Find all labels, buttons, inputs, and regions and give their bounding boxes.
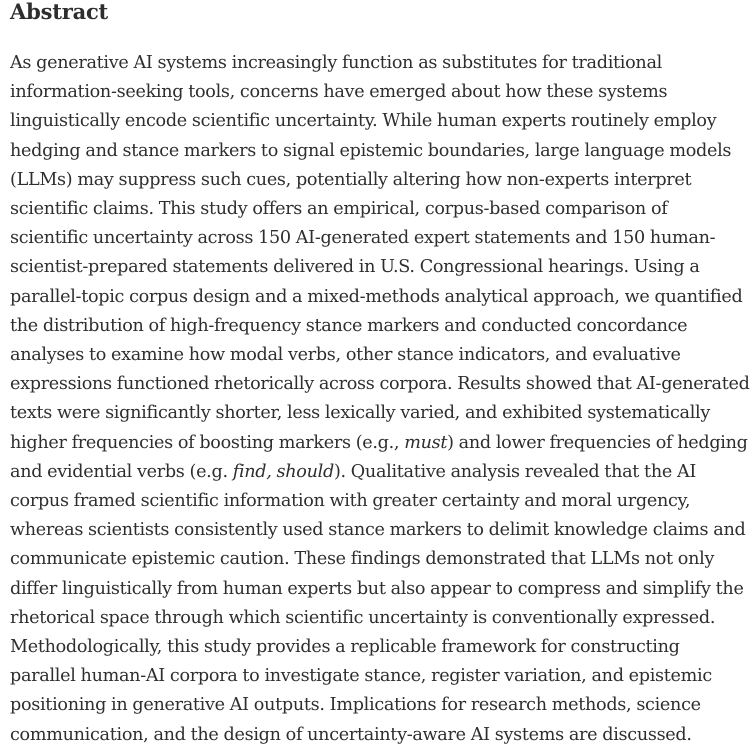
abstract-body <box>10 49 750 750</box>
abstract-text-part: ) and lower frequencies of hedging and evidential verbs (e.g. <box>10 432 748 482</box>
abstract-section <box>10 0 750 750</box>
example-hedging-markers: find, should <box>232 461 334 482</box>
abstract-text-part: As generative AI systems increasingly function as substitutes for traditional information-seeking tools, concerns have emerged about how these systems linguistically encode scientific uncertainty. While human experts routinely employ hedging and stance markers to signal epistemic boundaries, large language models (LLMs) may suppress such cues, potentially altering how non-experts interpret scientific claims. This study offers an empirical, corpus-based comparison of scientific uncertainty across 150 AI-generated expert statements and 150 human-scientist-prepared statements delivered in U.S. Congressional hearings. Using a parallel-topic corpus design and a mixed-methods analytical approach, we quantified the distribution of high-frequency stance markers and conducted concordance analyses to examine how modal verbs, other stance indicators, and evaluative expressions functioned rhetorically across corpora. Results showed that AI-generated texts were significantly shorter, less lexically varied, and exhibited systematically higher frequencies of boosting markers (e.g., <box>10 53 750 453</box>
abstract-heading: Abstract <box>10 0 109 24</box>
example-boosting-marker: must <box>404 432 448 453</box>
abstract-text-part: ). Qualitative analysis revealed that the AI corpus framed scientific information with greater certainty and moral urgency, whereas scientists consistently used stance markers to delimit knowledge claims and communicate epistemic caution. These findings demonstrated that LLMs not only differ linguistically from human experts but also appear to compress and simplify the rhetorical space through which scientific uncertainty is conventionally expressed. Methodologically, this study provides a replicable framework for constructing parallel human-AI corpora to investigate stance, register variation, and epistemic positioning in generative AI outputs. Implications for research methods, science communication, and the design of uncertainty-aware AI systems are discussed. <box>10 461 746 745</box>
